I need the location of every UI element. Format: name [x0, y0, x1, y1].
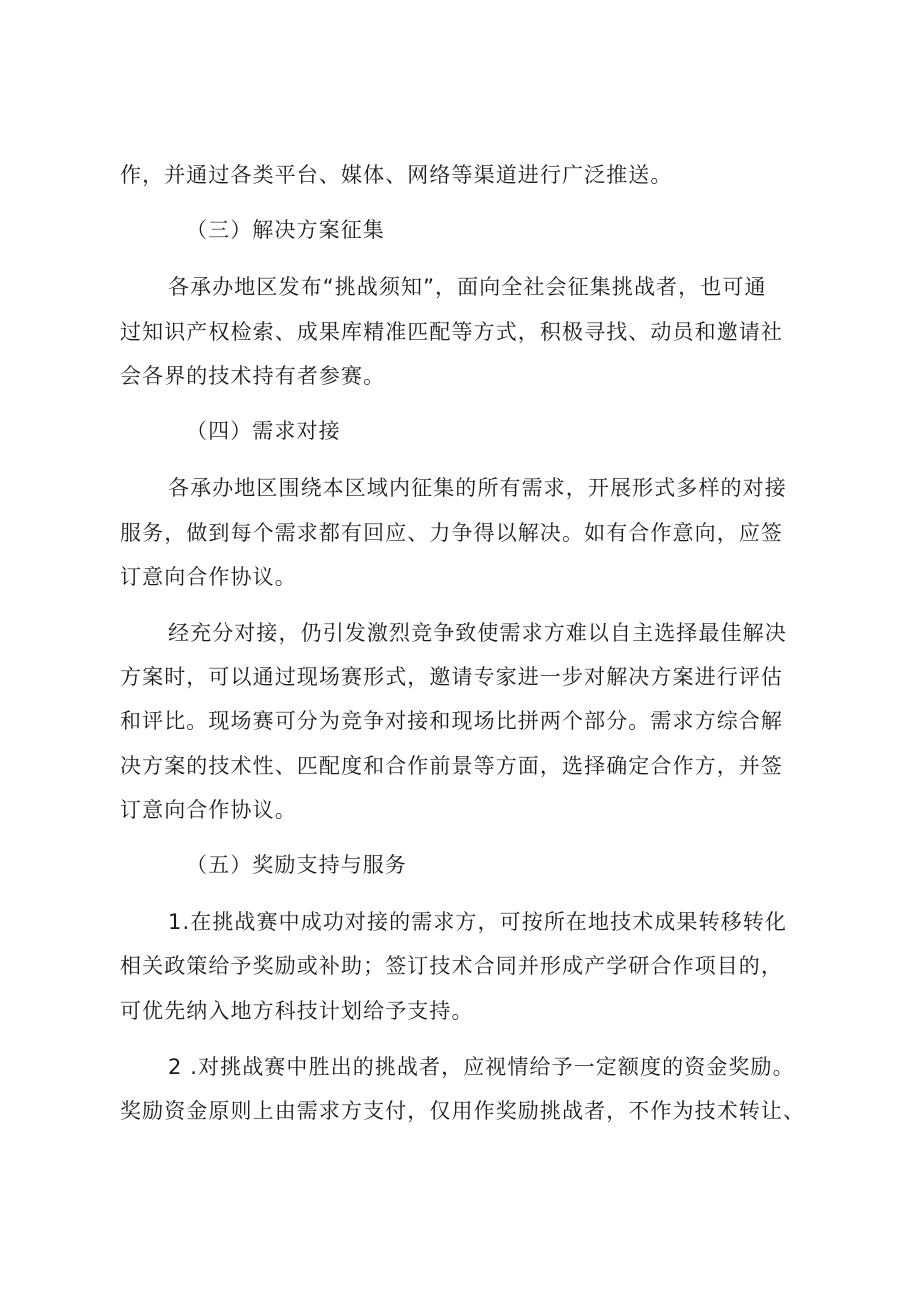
paragraph-line: 作，并通过各类平台、媒体、网络等渠道进行广泛推送。 — [120, 163, 673, 187]
paragraph-line: 1.在挑战赛中成功对接的需求方，可按所在地技术成果转移转化 — [168, 910, 787, 934]
paragraph-line: 和评比。现场赛可分为竞争对接和现场比拼两个部分。需求方综合解 — [120, 709, 783, 733]
paragraph-line: 会各界的技术持有者参赛。 — [120, 364, 386, 388]
paragraph-line: 2 .对挑战赛中胜出的挑战者，应视情给予一定额度的资金奖励。 — [168, 1055, 795, 1079]
paragraph-line: 订意向合作协议。 — [120, 798, 297, 822]
paragraph-line: 各承办地区围绕本区域内征集的所有需求，开展形式多样的对接 — [168, 476, 787, 500]
section-heading-5: （五）奖励支持与服务 — [186, 853, 407, 877]
paragraph-line: 可优先纳入地方科技计划给予支持。 — [120, 999, 474, 1023]
paragraph-line: 各承办地区发布“挑战须知”，面向全社会征集挑战者，也可通 — [168, 275, 767, 299]
section-heading-3: （三）解决方案征集 — [186, 218, 385, 242]
paragraph-line: 过知识产权检索、成果库精准匹配等方式，积极寻找、动员和邀请社 — [120, 320, 783, 344]
paragraph-line: 奖励资金原则上由需求方支付，仅用作奖励挑战者，不作为技术转让、 — [120, 1099, 806, 1123]
paragraph-line: 经充分对接，仍引发激烈竞争致使需求方难以自主选择最佳解决 — [168, 621, 787, 645]
paragraph-line: 决方案的技术性、匹配度和合作前景等方面，选择确定合作方，并签 — [120, 754, 783, 778]
paragraph-line: 服务，做到每个需求都有回应、力争得以解决。如有合作意向，应签 — [120, 521, 783, 545]
paragraph-line: 相关政策给予奖励或补助；签订技术合同并形成产学研合作项目的， — [120, 954, 783, 978]
paragraph-line: 方案时，可以通过现场赛形式，邀请专家进一步对解决方案进行评估 — [120, 665, 783, 689]
paragraph-line: 订意向合作协议。 — [120, 565, 297, 589]
section-heading-4: （四）需求对接 — [186, 419, 341, 443]
